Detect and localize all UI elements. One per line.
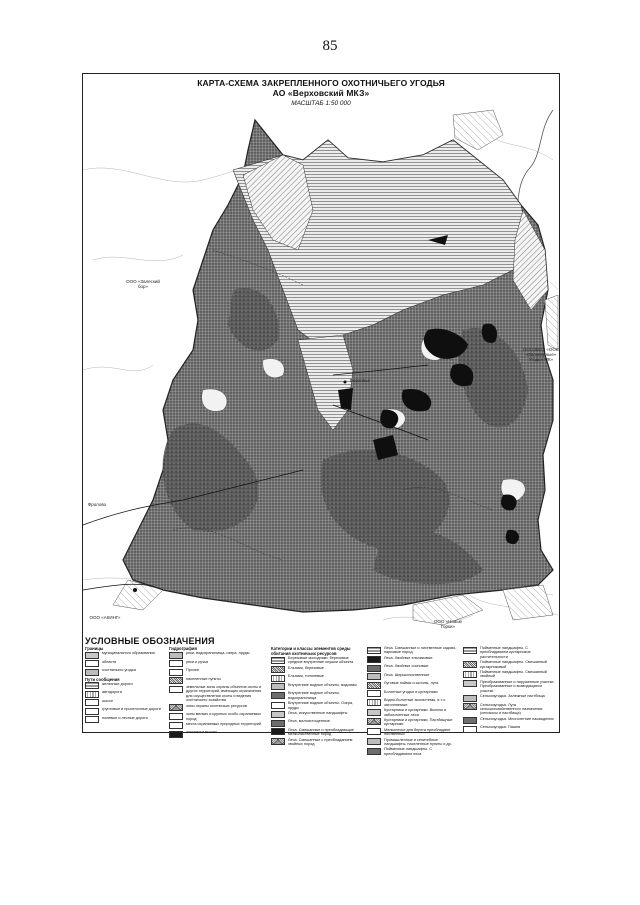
legend-swatch bbox=[271, 728, 285, 735]
legend-swatch bbox=[463, 647, 477, 654]
legend-item bbox=[367, 718, 459, 727]
legend-swatch bbox=[169, 722, 183, 729]
legend-swatch bbox=[367, 728, 381, 735]
legend-item bbox=[85, 716, 165, 724]
legend-item bbox=[463, 646, 556, 659]
legend-swatch bbox=[169, 713, 183, 720]
legend-item bbox=[463, 694, 556, 702]
legend-swatch bbox=[169, 704, 183, 711]
legend-swatch bbox=[271, 711, 285, 718]
legend-item bbox=[85, 690, 165, 698]
legend-label: Прочее bbox=[186, 668, 200, 672]
legend-item bbox=[169, 668, 267, 676]
legend-label: грунтовые и проселочные дороги bbox=[102, 707, 161, 711]
hunting-ground-map bbox=[83, 110, 558, 640]
neighbor-label-w: Фролово bbox=[87, 502, 107, 507]
legend-swatch bbox=[169, 660, 183, 667]
legend-label: Ельники, березовые bbox=[288, 665, 324, 670]
legend-swatch bbox=[463, 680, 477, 687]
legend-item bbox=[463, 725, 556, 733]
legend-item bbox=[271, 728, 363, 737]
legend-item bbox=[271, 719, 363, 727]
neighbor-label-s: ООО «Новые Горки» bbox=[433, 619, 463, 629]
legend-swatch bbox=[271, 657, 285, 664]
legend-title: УСЛОВНЫЕ ОБОЗНАЧЕНИЯ bbox=[85, 636, 215, 646]
legend-swatch bbox=[271, 683, 285, 690]
legend-item bbox=[367, 646, 459, 655]
legend-swatch bbox=[85, 669, 99, 676]
legend-label: Кустарники и кустарники. Выгоны и заболоченные леса bbox=[384, 708, 447, 717]
legend-swatch bbox=[463, 726, 477, 733]
legend-swatch bbox=[271, 666, 285, 673]
legend-swatch bbox=[463, 661, 477, 668]
legend-item bbox=[169, 704, 267, 712]
legend-swatch bbox=[367, 673, 381, 680]
legend-label: Сельхозугодья. Пашни bbox=[480, 725, 521, 730]
legend-item bbox=[169, 685, 267, 703]
legend-item bbox=[85, 651, 165, 659]
legend-item bbox=[85, 660, 165, 668]
legend-item bbox=[367, 747, 459, 756]
legend-label: Пойменные ландшафты. Смешанный кустарниковый bbox=[480, 660, 547, 669]
legend-head: Категории и классы элементов среды обитания охотничьих ресурсов bbox=[271, 646, 351, 656]
legend-label: Сельхозугодья. Луга сельскохозяйственного назначения (сенокосы и пастбища) bbox=[480, 702, 543, 716]
legend-swatch bbox=[271, 675, 285, 682]
legend-head: Гидрография bbox=[169, 646, 197, 651]
legend-swatch bbox=[271, 720, 285, 727]
legend-item bbox=[271, 656, 363, 665]
legend-item bbox=[169, 722, 267, 730]
legend-swatch bbox=[169, 686, 183, 693]
legend-swatch bbox=[271, 692, 285, 699]
legend-swatch bbox=[169, 669, 183, 676]
legend bbox=[83, 636, 558, 756]
legend-item bbox=[271, 738, 363, 747]
legend-label: населенные пункты bbox=[186, 676, 221, 681]
legend-item bbox=[169, 712, 267, 721]
legend-head: Пути сообщения bbox=[85, 676, 120, 682]
legend-label: железные дороги bbox=[102, 681, 133, 686]
legend-item bbox=[271, 691, 363, 700]
legend-item bbox=[85, 682, 165, 690]
legend-swatch bbox=[463, 671, 477, 678]
settlement-label-center: Верховье bbox=[350, 378, 370, 383]
legend-swatch bbox=[271, 738, 285, 745]
legend-item bbox=[367, 690, 459, 698]
legend-item bbox=[367, 728, 459, 737]
legend-swatch bbox=[367, 718, 381, 725]
legend-label: Леса. Хвойные ельниковые bbox=[384, 655, 433, 660]
legend-label: Внутренние водные объекты. Озера, пруды bbox=[288, 701, 354, 710]
legend-label: Березовые молодняки, березовые средние внутренние опушки объекта bbox=[288, 656, 354, 665]
legend-label: Кустарники и кустарники. Пастбищные кустарники bbox=[384, 717, 453, 727]
legend-label: Леса, малоистощенные bbox=[288, 719, 330, 724]
legend-label: Промышленные и селитебные ландшафты, населенные пункты и др. bbox=[384, 737, 452, 746]
legend-swatch bbox=[367, 656, 381, 663]
legend-item bbox=[85, 699, 165, 707]
legend-label: Пойменные ландшафты. С преобладанием леса bbox=[384, 747, 432, 756]
legend-swatch bbox=[85, 708, 99, 715]
legend-swatch bbox=[367, 699, 381, 706]
legend-item bbox=[169, 660, 267, 668]
legend-col-habitat-categories bbox=[271, 646, 363, 748]
map-subtitle: АО «Верховский МКЗ» bbox=[272, 88, 370, 98]
legend-swatch bbox=[463, 703, 477, 710]
legend-label: Леса. Широколиственные bbox=[384, 672, 430, 677]
legend-swatch bbox=[169, 731, 183, 738]
legend-item bbox=[367, 673, 459, 681]
legend-swatch bbox=[367, 682, 381, 689]
legend-swatch bbox=[463, 695, 477, 702]
neighbor-label-e: ОООЗВОТ «ООС «Заповедные» Угодья МК» bbox=[522, 347, 560, 362]
legend-label: Болотные угодья и кустарники bbox=[384, 689, 438, 694]
legend-col-floodplain bbox=[463, 646, 556, 734]
legend-item bbox=[271, 683, 363, 691]
map-title: КАРТА-СХЕМА ЗАКРЕПЛЕННОГО ОХОТНИЧЬЕГО УГОДЬЯ bbox=[197, 78, 445, 88]
legend-head: Границы bbox=[85, 646, 104, 651]
legend-swatch bbox=[367, 647, 381, 654]
legend-item bbox=[367, 698, 459, 707]
legend-label: земельные зоны охраны объектов охоты и других территорий, имеющих ограничения для осуществления охоты и ведения охотничьего хозяйства bbox=[186, 685, 262, 703]
neighbor-label-sw: ООО «АКИНГ» bbox=[89, 615, 121, 620]
legend-label: Леса. Смешанные и преобладающие мелколиственные пород bbox=[288, 727, 354, 737]
legend-label: реки и ручьи bbox=[186, 659, 209, 664]
legend-item bbox=[367, 656, 459, 664]
map-scale: МАСШТАБ 1:50 000 bbox=[291, 100, 351, 107]
legend-label: Внутренние водные объекты, водоемы bbox=[288, 682, 357, 687]
legend-label: Пойменные ландшафты. С преобладанием кустарников растительности bbox=[480, 646, 531, 659]
legend-item bbox=[367, 708, 459, 717]
legend-item bbox=[463, 670, 556, 679]
legend-item bbox=[367, 738, 459, 747]
legend-swatch bbox=[271, 702, 285, 709]
legend-label: полевые и лесные дороги bbox=[102, 715, 148, 720]
legend-swatch bbox=[85, 682, 99, 689]
legend-label: области bbox=[102, 659, 117, 664]
legend-label: реки, водохранилища, озера, пруды bbox=[186, 651, 250, 655]
legend-item bbox=[463, 680, 556, 693]
legend-swatch bbox=[367, 748, 381, 755]
legend-item bbox=[367, 664, 459, 672]
map-sheet bbox=[82, 73, 560, 756]
legend-swatch bbox=[169, 677, 183, 684]
legend-item bbox=[367, 681, 459, 689]
legend-label: Сельхозугодья. Залежные пастбища bbox=[480, 694, 545, 699]
legend-label: охотничьего угодья bbox=[102, 668, 136, 672]
legend-swatch bbox=[367, 665, 381, 672]
legend-swatch bbox=[463, 717, 477, 724]
legend-item bbox=[271, 701, 363, 710]
legend-label: зоны мелких и крупных особо охраняемых пород bbox=[186, 712, 262, 721]
legend-swatch bbox=[85, 660, 99, 667]
legend-label: Леса. Хвойные сосновые bbox=[384, 664, 429, 669]
legend-swatch bbox=[85, 691, 99, 698]
legend-label: Леса. Смешанные и лиственные садово-парковые пород bbox=[384, 646, 457, 655]
legend-col-boundaries bbox=[85, 646, 165, 724]
legend-swatch bbox=[85, 652, 99, 659]
legend-item bbox=[271, 674, 363, 682]
legend-swatch bbox=[367, 709, 381, 716]
legend-col-hydrography bbox=[169, 646, 267, 739]
map-title-block bbox=[83, 78, 559, 107]
legend-item bbox=[271, 711, 363, 719]
legend-item bbox=[169, 651, 267, 659]
legend-swatch bbox=[85, 699, 99, 706]
legend-item bbox=[85, 707, 165, 715]
legend-label: муниципального образования bbox=[102, 651, 155, 655]
legend-label: места охраняемых природных территорий bbox=[186, 721, 261, 726]
legend-item bbox=[169, 730, 267, 738]
legend-label: Преобразованные и нарушенные участки. Преобразованные и возводящиеся участки bbox=[480, 679, 555, 693]
legend-item bbox=[169, 677, 267, 685]
legend-item bbox=[463, 717, 556, 725]
legend-label: Ельники, тополевые bbox=[288, 674, 324, 679]
legend-swatch bbox=[367, 738, 381, 745]
legend-label: Пойменные ландшафты. Смешанный хвойный bbox=[480, 670, 547, 679]
legend-label: Леса, искусственные ландшафты bbox=[288, 710, 348, 715]
legend-item bbox=[85, 668, 165, 676]
legend-label: охотничьи вышки bbox=[186, 730, 217, 735]
page-number: 85 bbox=[322, 38, 338, 54]
legend-item bbox=[463, 660, 556, 669]
legend-label: Луговые поймы и склоны, луга bbox=[384, 681, 439, 686]
legend-swatch bbox=[85, 716, 99, 723]
legend-swatch bbox=[367, 690, 381, 697]
legend-label: зоны охраны охотничьих ресурсов bbox=[186, 703, 247, 708]
neighbor-label-nw: ООО «Залеский бор» bbox=[126, 279, 160, 289]
legend-label: Внутренние водные объекты, водохранилища bbox=[288, 691, 341, 700]
legend-label: Мелколесье для берега преобладают лиственных bbox=[384, 727, 451, 737]
legend-label: автодороги bbox=[102, 690, 122, 694]
legend-label: Водно-болотные экосистемы, в т.ч. затопляемые bbox=[384, 698, 446, 707]
legend-item bbox=[463, 703, 556, 716]
legend-label: шоссе bbox=[102, 698, 114, 703]
legend-label: Леса. Смешанные с преобладанием хвойных пород bbox=[288, 737, 353, 747]
legend-item bbox=[271, 666, 363, 674]
legend-col-forests bbox=[367, 646, 459, 757]
legend-swatch bbox=[169, 652, 183, 659]
legend-label: Сельхозугодья. Многолетние насаждения bbox=[480, 716, 554, 721]
